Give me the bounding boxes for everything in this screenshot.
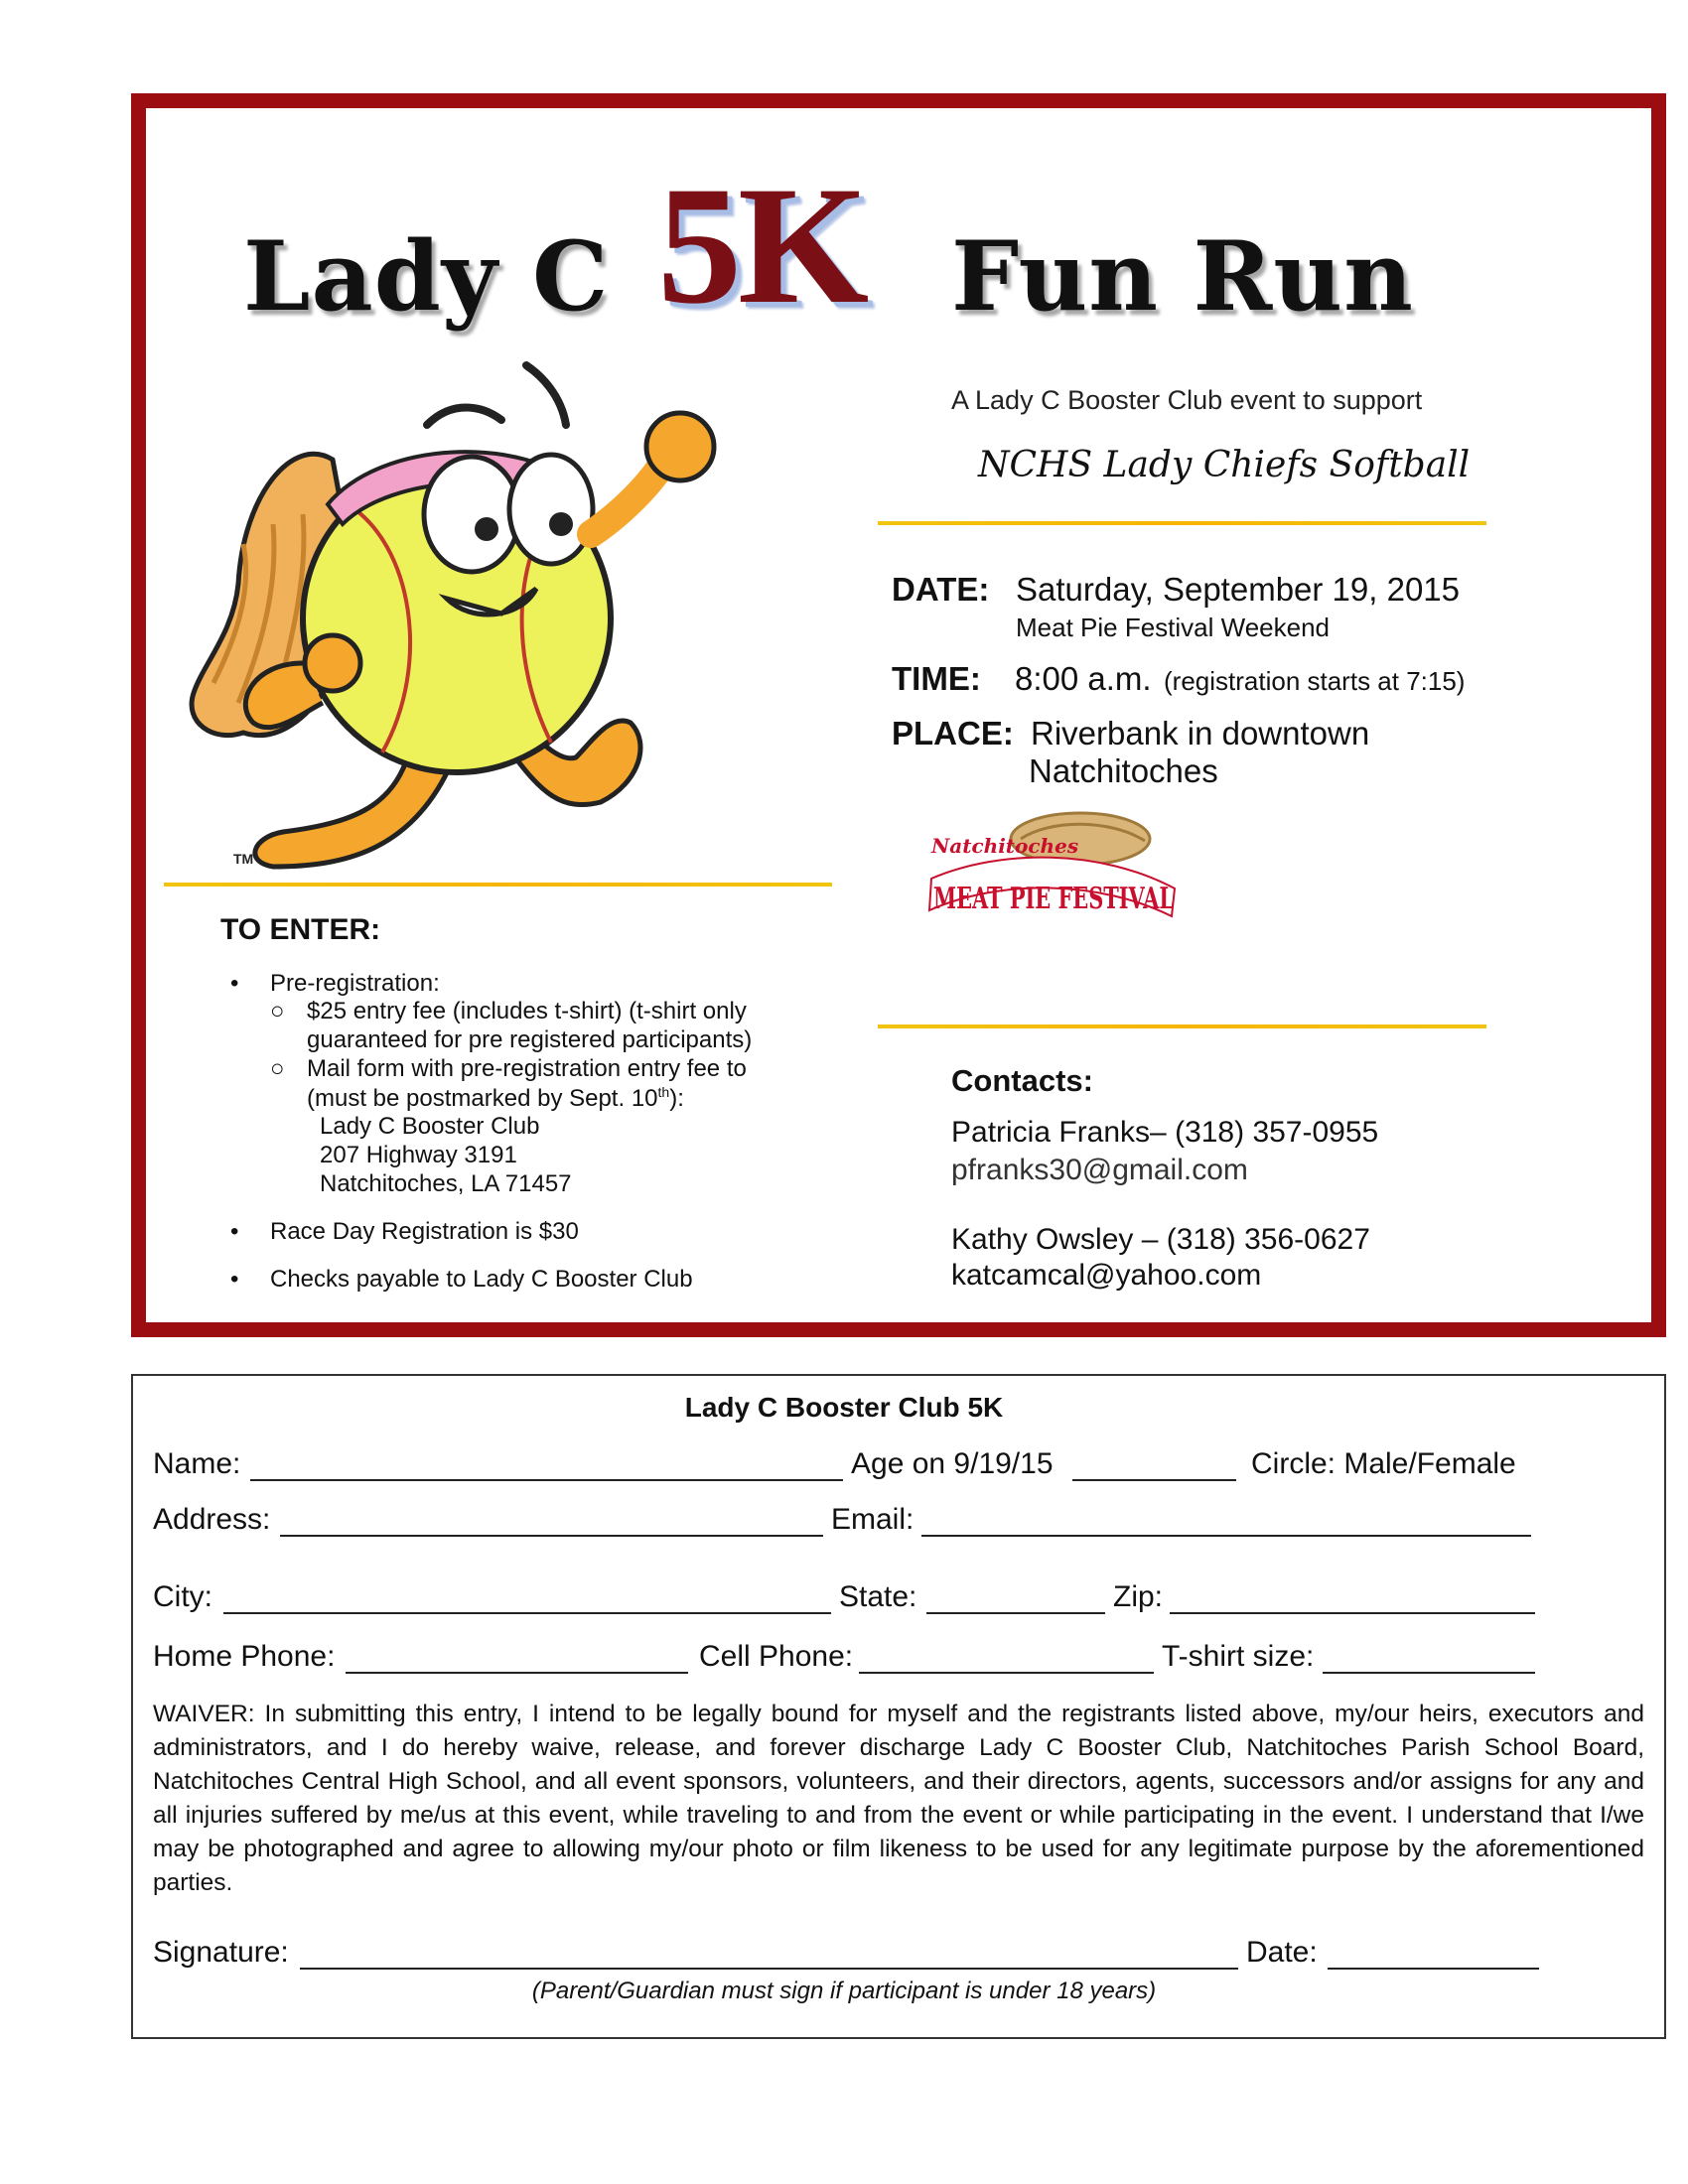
- tshirt-size-label: T-shirt size:: [1162, 1640, 1315, 1673]
- softball-mascot-illustration: [184, 365, 760, 872]
- contact-1-email[interactable]: pfranks30@gmail.com: [951, 1154, 1248, 1186]
- place-line-2: Natchitoches: [1029, 752, 1218, 789]
- title-fun-run: Fun Run: [951, 220, 1414, 333]
- mail-line-2: (must be postmarked by Sept. 10th):: [307, 1084, 684, 1112]
- bullet-dot: •: [230, 1218, 239, 1245]
- to-enter-heading: TO ENTER:: [220, 913, 381, 946]
- fee-line-2: guaranteed for pre registered participants): [307, 1026, 753, 1053]
- time-value: 8:00 a.m.: [1015, 660, 1152, 697]
- place-label: PLACE:: [892, 715, 1014, 751]
- signature-field[interactable]: [300, 1968, 1238, 1970]
- email-label: Email:: [831, 1503, 914, 1536]
- bullet-dot: •: [230, 970, 239, 997]
- state-label: State:: [839, 1580, 917, 1613]
- home-phone-label: Home Phone:: [153, 1640, 336, 1673]
- time-note: (registration starts at 7:15): [1164, 666, 1466, 696]
- contact-1-name-phone: Patricia Franks– (318) 357-0955: [951, 1116, 1379, 1149]
- checks-item: Checks payable to Lady C Booster Club: [270, 1266, 693, 1293]
- divider-bottom-right: [878, 1024, 1486, 1028]
- contact-2-name-phone: Kathy Owsley – (318) 356-0627: [951, 1223, 1370, 1256]
- mascot-tm-mark: TM: [233, 851, 254, 867]
- zip-field[interactable]: [1170, 1612, 1535, 1614]
- subtitle-text: A Lady C Booster Club event to support: [951, 385, 1423, 415]
- race-day-item: Race Day Registration is $30: [270, 1218, 579, 1245]
- team-name: NCHS Lady Chiefs Softball: [978, 445, 1471, 485]
- preregistration-item: Pre-registration:: [270, 970, 440, 997]
- name-field[interactable]: [250, 1479, 843, 1481]
- cell-phone-label: Cell Phone:: [699, 1640, 854, 1673]
- bullet-dot: •: [230, 1266, 239, 1293]
- contacts-heading: Contacts:: [951, 1063, 1093, 1098]
- signature-label: Signature:: [153, 1936, 289, 1969]
- zip-label: Zip:: [1113, 1580, 1164, 1613]
- date-value: Saturday, September 19, 2015: [1016, 571, 1461, 608]
- time-label: TIME:: [892, 660, 981, 697]
- address-line-2: 207 Highway 3191: [320, 1142, 517, 1168]
- tshirt-size-field[interactable]: [1323, 1672, 1535, 1674]
- divider-left: [164, 883, 832, 887]
- divider-top-right: [878, 521, 1486, 525]
- fee-line-1: $25 entry fee (includes t-shirt) (t-shirt only: [307, 998, 747, 1024]
- place-line-1: Riverbank in downtown: [1031, 715, 1370, 751]
- cell-phone-field[interactable]: [859, 1672, 1154, 1674]
- address-line-1: Lady C Booster Club: [320, 1113, 540, 1140]
- title-5k: 5K: [657, 152, 866, 339]
- state-field[interactable]: [926, 1612, 1105, 1614]
- city-label: City:: [153, 1580, 212, 1613]
- title-lady-c: Lady C: [243, 220, 610, 333]
- age-field[interactable]: [1072, 1479, 1236, 1481]
- gender-label[interactable]: Circle: Male/Female: [1251, 1447, 1516, 1480]
- address-label: Address:: [153, 1503, 271, 1536]
- address-field[interactable]: [280, 1535, 823, 1537]
- age-label: Age on 9/19/15: [851, 1447, 1054, 1480]
- sub-bullet-circle: ○: [270, 1055, 285, 1082]
- contact-2-email[interactable]: katcamcal@yahoo.com: [951, 1259, 1262, 1292]
- festival-logo-top: Natchitoches: [931, 834, 1079, 858]
- email-field[interactable]: [921, 1535, 1531, 1537]
- name-label: Name:: [153, 1447, 241, 1480]
- meat-pie-festival-logo: [912, 809, 1185, 933]
- date-note: Meat Pie Festival Weekend: [1016, 613, 1330, 642]
- waiver-text: WAIVER: In submitting this entry, I intend to be legally bound for myself and the registrants listed above, my/our heirs, executors and administrators, and I do hereby waive, release, and forever discharge Lady C Booster Club, Natchitoches Parish School Board, Natchitoches Central High School, and all event sponsors, volunteers, and their directors, agents, successors and/or assigns for any and all injuries suffered by me/us at this event, while traveling to and from the event or while participating in the event. I understand that I/we may be photographed and agree to allowing my/our photo or film likeness to be used for any legitimate purpose by the aforementioned parties.: [153, 1701, 1644, 1896]
- guardian-note: (Parent/Guardian must sign if participant is under 18 years): [531, 1978, 1157, 2004]
- form-title: Lady C Booster Club 5K: [684, 1392, 1004, 1423]
- signature-date-field[interactable]: [1328, 1968, 1539, 1970]
- address-line-3: Natchitoches, LA 71457: [320, 1170, 572, 1197]
- home-phone-field[interactable]: [346, 1672, 688, 1674]
- date-label: DATE:: [892, 571, 990, 608]
- mail-line-1: Mail form with pre-registration entry fee to: [307, 1055, 747, 1082]
- signature-date-label: Date:: [1246, 1936, 1318, 1969]
- city-field[interactable]: [223, 1612, 831, 1614]
- festival-logo-main: MEAT PIE FESTIVAL: [933, 882, 1174, 916]
- sub-bullet-circle: ○: [270, 998, 285, 1024]
